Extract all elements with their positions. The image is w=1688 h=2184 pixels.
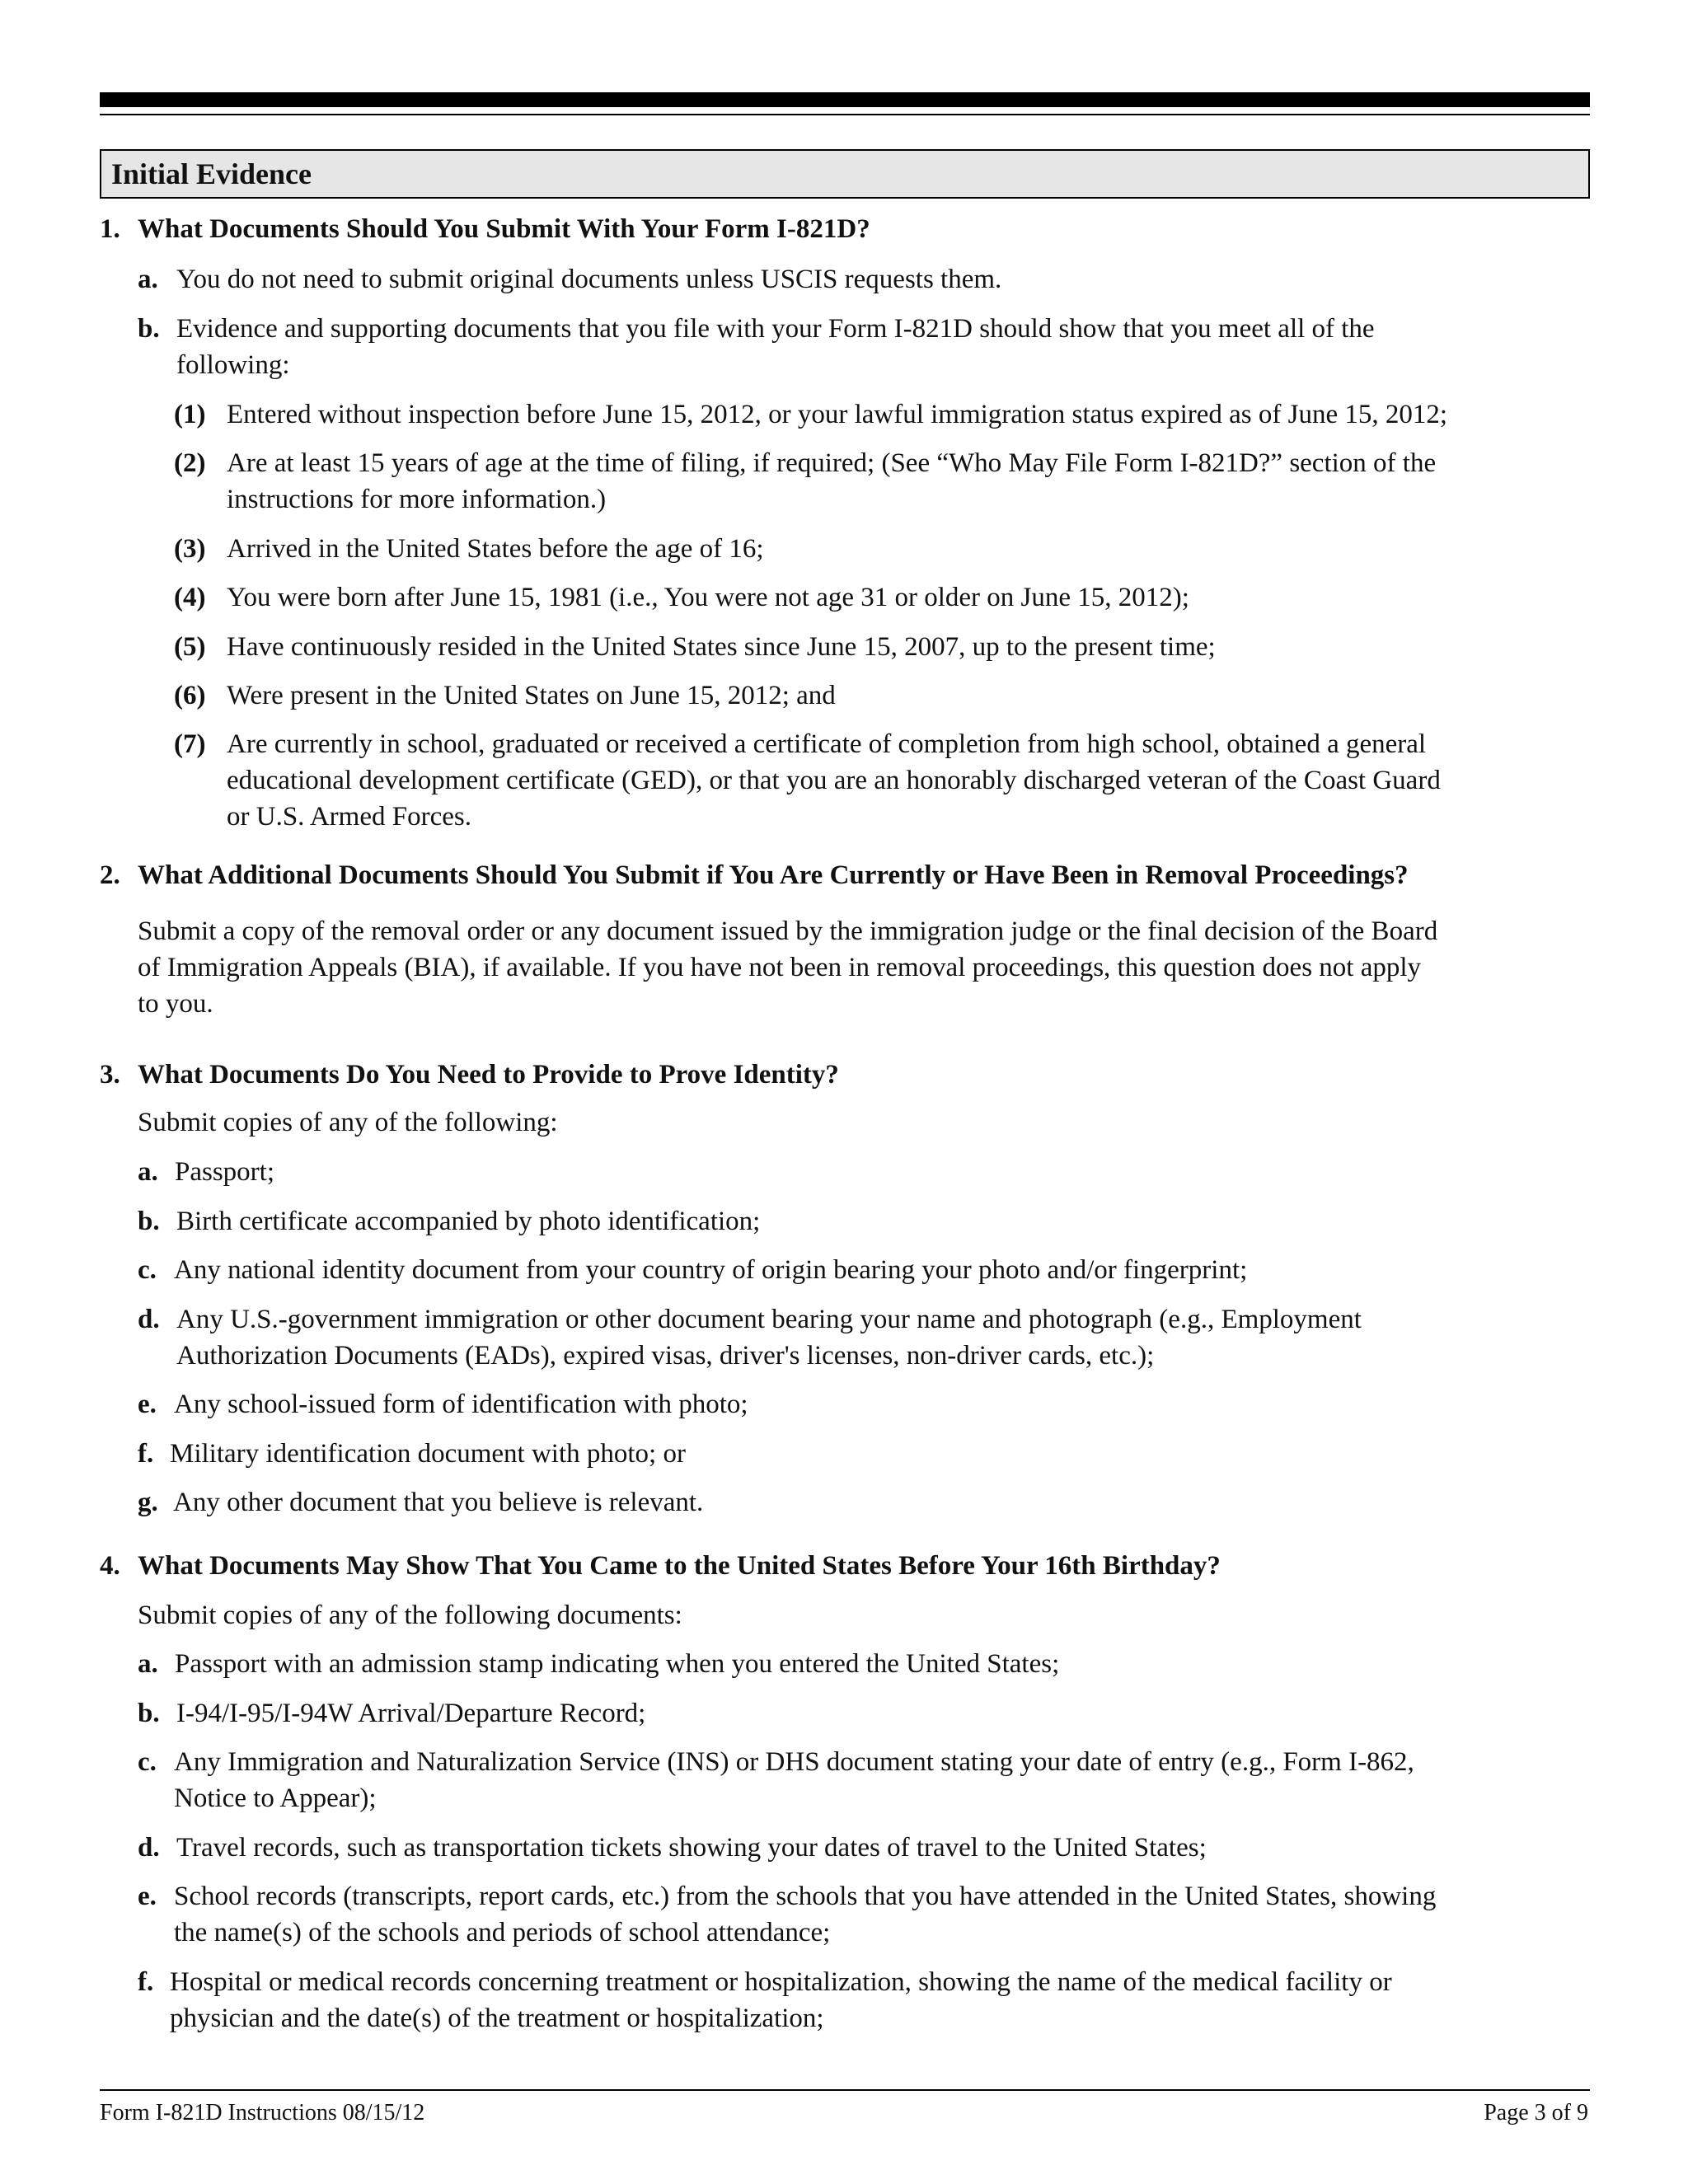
q4-item-c-label: c. bbox=[138, 1747, 157, 1777]
q3-item-b-label: b. bbox=[138, 1207, 160, 1236]
footer-rule bbox=[100, 2089, 1590, 2091]
q1-item-a-text: You do not need to submit original documents unless USCIS requests them. bbox=[176, 265, 1002, 294]
q1-sub-item-3-text: Arrived in the United States before the age of 16; bbox=[227, 534, 764, 564]
q3-item-f-text: Military identification document with photo; or bbox=[170, 1439, 686, 1469]
header-thin-rule bbox=[100, 114, 1590, 115]
q1-sub-item-3-label: (3) bbox=[174, 534, 206, 564]
q1-sub-item-2-text-cont: instructions for more information.) bbox=[227, 485, 607, 514]
q4-item-d-text: Travel records, such as transportation tickets showing your dates of travel to the United States; bbox=[176, 1833, 1207, 1863]
q3-item-g-label: g. bbox=[138, 1488, 158, 1517]
q3-intro: Submit copies of any of the following: bbox=[138, 1108, 558, 1137]
question-1-title: What Documents Should You Submit With Your Form I-821D? bbox=[138, 214, 870, 244]
q3-item-f-label: f. bbox=[138, 1439, 154, 1469]
question-1-number: 1. bbox=[100, 214, 120, 244]
q2-paragraph-line: of Immigration Appeals (BIA), if available. If you have not been in removal proceedings, this question does not apply bbox=[138, 953, 1422, 982]
q1-sub-item-6-label: (6) bbox=[174, 681, 206, 710]
q4-item-a-label: a. bbox=[138, 1649, 158, 1679]
q2-paragraph-line: to you. bbox=[138, 989, 213, 1019]
q1-sub-item-2-text: Are at least 15 years of age at the time of filing, if required; (See “Who May File Form I-821D?” section of the bbox=[227, 448, 1437, 478]
q1-item-b-label: b. bbox=[138, 314, 160, 344]
q4-intro: Submit copies of any of the following documents: bbox=[138, 1601, 682, 1630]
q4-item-e-label: e. bbox=[138, 1882, 157, 1911]
q1-sub-item-5-text: Have continuously resided in the United States since June 15, 2007, up to the present time; bbox=[227, 632, 1216, 662]
q1-sub-item-4-text: You were born after June 15, 1981 (i.e., You were not age 31 or older on June 15, 2012); bbox=[227, 583, 1189, 612]
q1-sub-item-7-text-cont: or U.S. Armed Forces. bbox=[227, 802, 471, 832]
section-title: Initial Evidence bbox=[111, 157, 312, 190]
q3-item-g-text: Any other document that you believe is relevant. bbox=[173, 1488, 704, 1517]
q3-item-a-label: a. bbox=[138, 1157, 158, 1187]
q1-sub-item-7-label: (7) bbox=[174, 729, 206, 759]
q4-item-b-text: I-94/I-95/I-94W Arrival/Departure Record; bbox=[176, 1699, 646, 1728]
q2-paragraph-line: Submit a copy of the removal order or any document issued by the immigration judge or the final decision of the Board bbox=[138, 916, 1438, 946]
q1-item-a-label: a. bbox=[138, 265, 158, 294]
question-2-title: What Additional Documents Should You Submit if You Are Currently or Have Been in Removal Proceedings? bbox=[138, 860, 1409, 890]
q1-sub-item-7-text: Are currently in school, graduated or received a certificate of completion from high school, obtained a general bbox=[227, 729, 1427, 759]
q3-item-c-text: Any national identity document from your country of origin bearing your photo and/or fingerprint; bbox=[174, 1255, 1248, 1285]
q4-item-f-label: f. bbox=[138, 1967, 154, 1997]
section-header-box bbox=[100, 149, 1590, 199]
q3-item-d-text-cont: Authorization Documents (EADs), expired visas, driver's licenses, non-driver cards, etc.); bbox=[176, 1341, 1155, 1371]
q3-item-c-label: c. bbox=[138, 1255, 157, 1285]
q4-item-f-text-cont: physician and the date(s) of the treatment or hospitalization; bbox=[170, 2004, 824, 2033]
q4-item-a-text: Passport with an admission stamp indicating when you entered the United States; bbox=[175, 1649, 1060, 1679]
q3-item-a-text: Passport; bbox=[175, 1157, 275, 1187]
question-2-number: 2. bbox=[100, 860, 120, 890]
q1-sub-item-6-text: Were present in the United States on June 15, 2012; and bbox=[227, 681, 836, 710]
footer-form-id: Form I-821D Instructions 08/15/12 bbox=[100, 2100, 425, 2125]
q1-sub-item-1-label: (1) bbox=[174, 400, 206, 429]
q1-item-b-text-cont: following: bbox=[176, 350, 290, 380]
q1-sub-item-5-label: (5) bbox=[174, 632, 206, 662]
q4-item-c-text: Any Immigration and Naturalization Service (INS) or DHS document stating your date of entry (e.g., Form I-862, bbox=[174, 1747, 1414, 1777]
q4-item-e-text-cont: the name(s) of the schools and periods of school attendance; bbox=[174, 1918, 831, 1947]
q1-item-b-text: Evidence and supporting documents that you file with your Form I-821D should show that you meet all of the bbox=[176, 314, 1375, 344]
question-3-title: What Documents Do You Need to Provide to Prove Identity? bbox=[138, 1060, 839, 1090]
q3-item-e-text: Any school-issued form of identification with photo; bbox=[174, 1390, 748, 1419]
q4-item-f-text: Hospital or medical records concerning treatment or hospitalization, showing the name of the medical facility or bbox=[170, 1967, 1392, 1997]
q1-sub-item-1-text: Entered without inspection before June 15, 2012, or your lawful immigration status expired as of June 15, 2012; bbox=[227, 400, 1448, 429]
question-3-number: 3. bbox=[100, 1060, 120, 1090]
q3-item-d-text: Any U.S.-government immigration or other document bearing your name and photograph (e.g., Employment bbox=[176, 1305, 1362, 1334]
q3-item-e-label: e. bbox=[138, 1390, 157, 1419]
question-4-number: 4. bbox=[100, 1551, 120, 1581]
q4-item-b-label: b. bbox=[138, 1699, 160, 1728]
q3-item-b-text: Birth certificate accompanied by photo identification; bbox=[176, 1207, 761, 1236]
q1-sub-item-2-label: (2) bbox=[174, 448, 206, 478]
q1-sub-item-4-label: (4) bbox=[174, 583, 206, 612]
q3-item-d-label: d. bbox=[138, 1305, 160, 1334]
q4-item-e-text: School records (transcripts, report cards, etc.) from the schools that you have attended in the United States, showing bbox=[174, 1882, 1437, 1911]
q4-item-c-text-cont: Notice to Appear); bbox=[174, 1783, 377, 1813]
question-4-title: What Documents May Show That You Came to the United States Before Your 16th Birthday? bbox=[138, 1551, 1221, 1581]
header-thick-rule bbox=[100, 92, 1590, 107]
q1-sub-item-7-text-cont: educational development certificate (GED), or that you are an honorably discharged veteran of the Coast Guard bbox=[227, 766, 1441, 795]
q4-item-d-label: d. bbox=[138, 1833, 160, 1863]
footer-page-number: Page 3 of 9 bbox=[1484, 2100, 1588, 2125]
